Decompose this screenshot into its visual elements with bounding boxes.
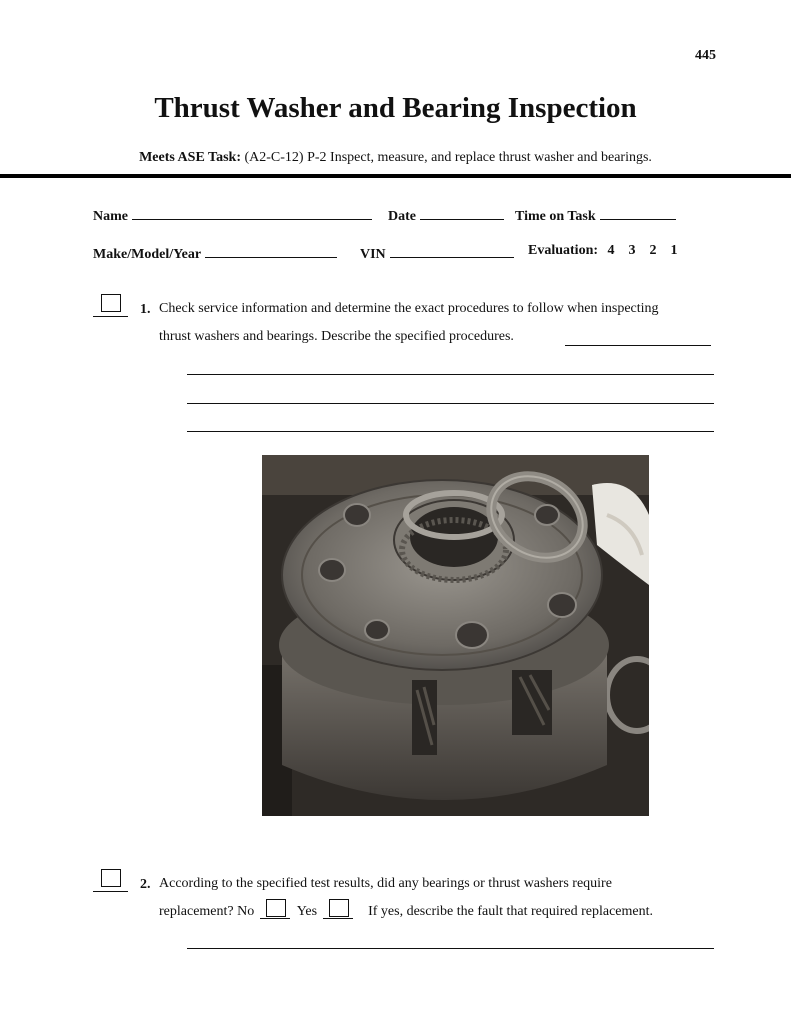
item-1-checkbox-area (93, 294, 128, 317)
evaluation-scale[interactable]: 4 3 2 1 (607, 243, 678, 258)
name-field (93, 205, 372, 225)
item-2-number: 2. (140, 877, 151, 892)
item-2-checkbox-area (93, 869, 128, 892)
item-1-answer-line[interactable] (187, 374, 714, 375)
no-checkbox[interactable] (266, 899, 286, 917)
item-2-followup: If yes, describe the fault that required replacement. (368, 904, 654, 919)
time-on-task-input[interactable] (600, 205, 676, 220)
item-2-text-line1: According to the specified test results, did any bearings or thrust washers require (159, 876, 612, 891)
yes-checkbox-area (323, 900, 353, 919)
make-model-year-label: Make/Model/Year (93, 247, 202, 262)
make-model-year-input[interactable] (205, 243, 337, 258)
item-1-answer-line-inline[interactable] (565, 345, 711, 346)
photo-illustration (262, 455, 649, 816)
date-input[interactable] (420, 205, 504, 220)
item-2-checkbox[interactable] (101, 869, 121, 887)
item-1-text-line2: thrust washers and bearings. Describe the specified procedures. (159, 329, 514, 344)
date-label: Date (388, 209, 416, 224)
page-number: 445 (695, 48, 716, 63)
item-1-checkbox[interactable] (101, 294, 121, 312)
item-1-number: 1. (140, 302, 151, 317)
ase-task-line (0, 150, 791, 166)
make-model-year-field (93, 243, 337, 263)
item-2-answer-line[interactable] (187, 948, 714, 949)
item-2-question: replacement? No (159, 904, 255, 919)
ase-task-label: Meets ASE Task: (139, 150, 241, 165)
planetary-gear-assembly-photo (262, 455, 649, 816)
item-1-answer-line[interactable] (187, 431, 714, 432)
name-input[interactable] (132, 205, 372, 220)
date-field (388, 205, 504, 225)
item-2-text-line2 (159, 898, 653, 926)
vin-label: VIN (360, 247, 386, 262)
header-divider (0, 174, 791, 178)
evaluation-label: Evaluation: (528, 243, 599, 258)
yes-checkbox[interactable] (329, 899, 349, 917)
no-checkbox-area (260, 900, 290, 919)
ase-task-text: (A2-C-12) P-2 Inspect, measure, and replace thrust washer and bearings. (244, 150, 652, 165)
time-on-task-field (515, 205, 676, 225)
yes-label: Yes (296, 904, 318, 919)
time-on-task-label: Time on Task (515, 209, 596, 224)
item-1-answer-line[interactable] (187, 403, 714, 404)
name-label: Name (93, 209, 128, 224)
item-1-text-line1: Check service information and determine the exact procedures to follow when inspecting (159, 301, 659, 316)
vin-field (360, 243, 514, 263)
vin-input[interactable] (390, 243, 514, 258)
evaluation-field (528, 243, 678, 259)
page-title: Thrust Washer and Bearing Inspection (154, 92, 637, 124)
